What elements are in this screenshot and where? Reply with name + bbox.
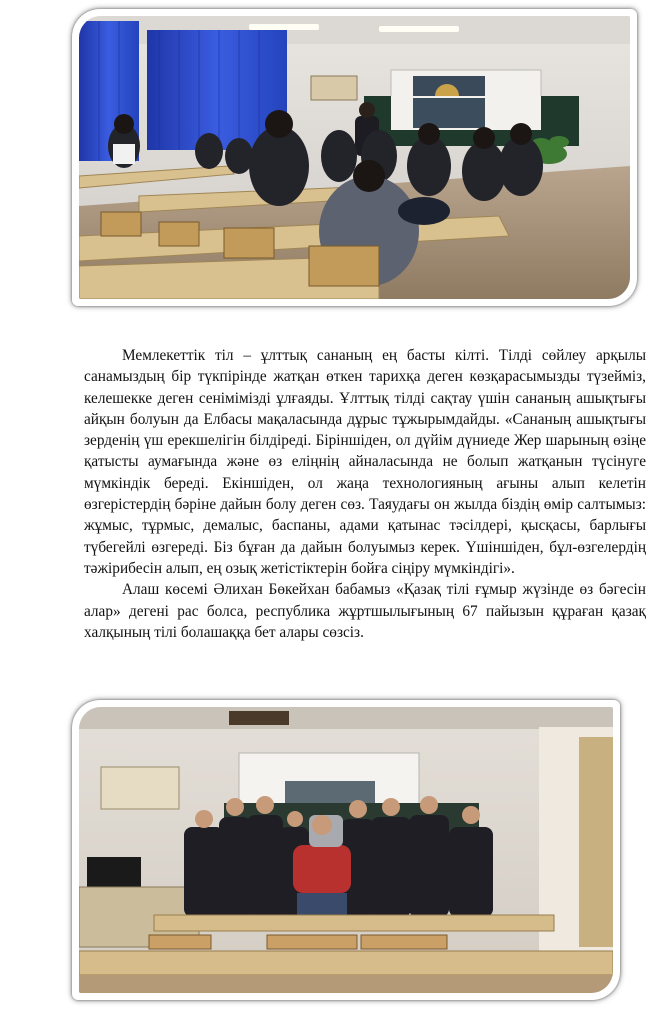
article-paragraph-1: Мемлекеттік тіл – ұлттық сананың ең басты кілті. Тілді сөйлеу арқылы санамыздың бір түкпірінде жатқан өткен тарихқа деген көзқарасымызды түзейміз, келешекке деген сенімімізді ұлғаяды. Ұлттық тілді сақтау үшін сананың ашықтығы айқын болуын да Елбасы мақаласында дұрыс тұжырымдайды. «Сананың ашықтығы зерденің үш ерекшелігін білдіреді. Біріншіден, ол дүйім дүниеде Жер шарының өзіңе қатысты аумағында және өз еліңнің айналасында не болып жатқанын түсінуге мүмкіндік береді. Екіншіден, ол жаңа технологияның ағыны алып келетін өзгерістердің бәріне дайын болу деген сөз. Таяудағы он жылда біздің өмір салтымыз: жұмыс, тұрмыс, демалыс, баспаны, адами қатынас тәсілдері, қысқасы, барлығы түбегейлі өзгереді. Біз бұған да дайын болуымыз керек. Үшіншіден, бұл-өзгелердің тәжірибесін алып, ең озық жетістіктерін бойға сіңіру мүмкіндігі». (84, 347, 646, 577)
students-group-image (79, 707, 613, 993)
article-paragraph-2: Алаш көсемі Әлихан Бөкейхан бабамыз «Қазақ тілі ғұмыр жүзінде өз бәгесін алар» дегені рас болса, республика жұртшылығының 67 пайызын құраған қазақ халқының тілі болашаққа бет алары сөзсіз. (84, 581, 646, 641)
article-body (84, 345, 646, 643)
group-photo-bottom (72, 700, 620, 1000)
classroom-photo-top (72, 9, 637, 306)
classroom-presentation-image (79, 16, 630, 299)
